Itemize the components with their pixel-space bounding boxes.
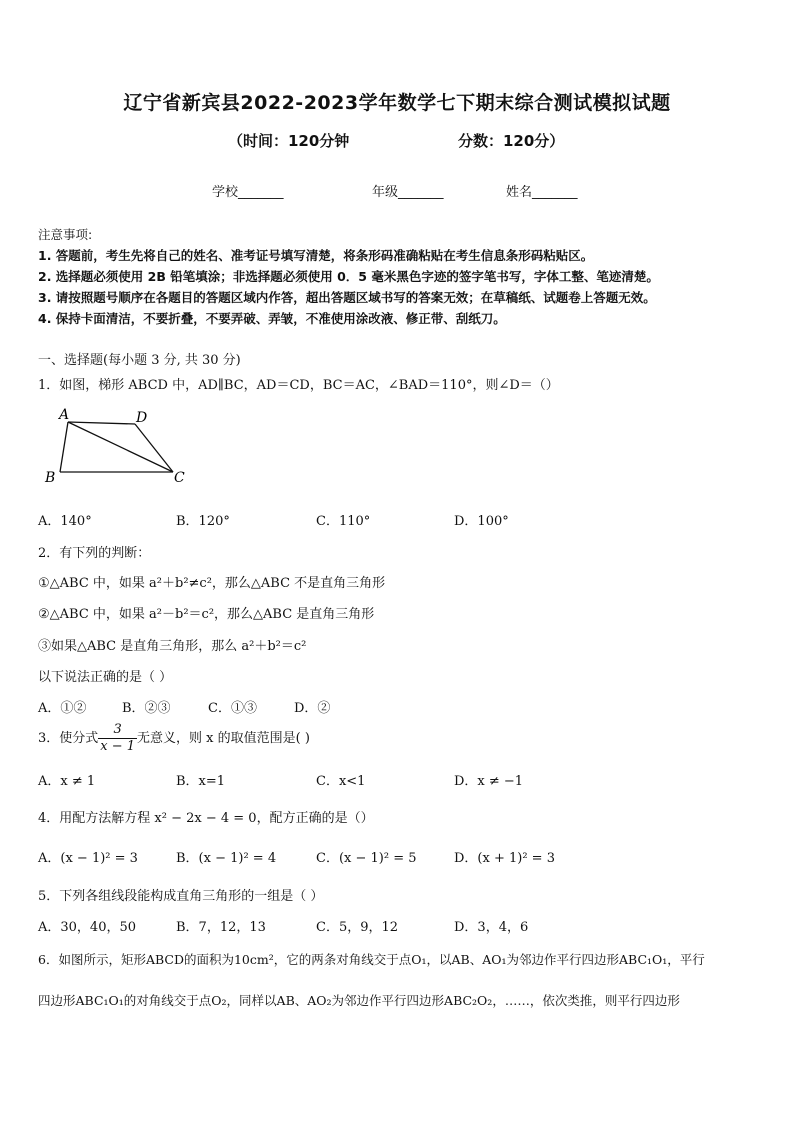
q3-stem-pre: 3．使分式 [38,731,99,746]
side-ad [68,422,135,424]
q2-option-a[interactable]: A．①② [38,701,87,716]
q2-statement-3: ③如果△ABC 是直角三角形，那么 a²＋b²＝c² [38,639,307,654]
vertex-label-c: C [174,470,185,486]
q3-option-b[interactable]: B．x=1 [176,774,226,789]
notice-item: 4. 保持卡面清洁，不要折叠，不要弄破、弄皱，不准使用涂改液、修正带、刮纸刀。 [38,311,506,326]
q4-option-b[interactable]: B．(x − 1)² = 4 [176,851,277,866]
grade-field[interactable]: 年级_______ [372,185,444,200]
notice-item: 3. 请按照题号顺序在各题目的答题区域内作答，超出答题区域书写的答案无效；在草稿纸、试题卷上答题无效。 [38,290,656,305]
q2-option-c[interactable]: C．①③ [208,701,257,716]
q5-option-d[interactable]: D．3，4，6 [454,920,529,935]
exam-title: 辽宁省新宾县2022-2023学年数学七下期末综合测试模拟试题 [123,92,671,114]
q3-stem [38,722,310,755]
q4-option-c[interactable]: C．(x − 1)² = 5 [316,851,417,866]
vertex-label-d: D [136,410,148,426]
q5-option-b[interactable]: B．7，12，13 [176,920,266,935]
q1-option-a[interactable]: A．140° [38,514,92,529]
school-field[interactable]: 学校_______ [212,185,284,200]
q2-statement-1: ①△ABC 中，如果 a²＋b²≠c²，那么△ABC 不是直角三角形 [38,576,386,591]
q2-ask: 以下说法正确的是（ ） [38,670,173,685]
q4-option-a[interactable]: A．(x − 1)² = 3 [38,851,138,866]
q3-fraction-numerator: 3 [98,722,137,739]
q2-option-d[interactable]: D．② [294,701,331,716]
q2-statement-2: ②△ABC 中，如果 a²－b²＝c²，那么△ABC 是直角三角形 [38,607,375,622]
q2-stem: 2．有下列的判断： [38,546,151,561]
q1-option-c[interactable]: C．110° [316,514,371,529]
q2-option-b[interactable]: B．②③ [122,701,171,716]
q3-stem-post: 无意义，则 x 的取值范围是( ) [137,731,310,746]
notice-item: 1. 答题前，考生先将自己的姓名、准考证号填写清楚，将条形码准确粘贴在考生信息条形码粘贴区。 [38,248,594,263]
q4-option-d[interactable]: D．(x + 1)² = 3 [454,851,555,866]
q3-fraction [98,722,137,755]
name-field[interactable]: 姓名_______ [506,185,578,200]
q1-option-d[interactable]: D．100° [454,514,509,529]
score-info: 分数：120分） [458,132,565,150]
q5-option-c[interactable]: C．5，9，12 [316,920,399,935]
q6-stem-line-2: 四边形ABC₁O₁的对角线交于点O₂，同样以AB、AO₂为邻边作平行四边形ABC₂O₂，……，依次类推，则平行四边形 [38,993,680,1008]
section-heading: 一、选择题(每小题 3 分, 共 30 分) [38,353,241,368]
trapezoid-figure [40,402,200,492]
q3-option-a[interactable]: A．x ≠ 1 [38,774,96,789]
side-ab [60,422,68,472]
q1-stem: 1．如图，梯形 ABCD 中，AD∥BC，AD＝CD，BC＝AC，∠BAD＝110°，则∠D＝（） [38,378,559,393]
notice-item: 2. 选择题必须使用 2B 铅笔填涂；非选择题必须使用 0．5 毫米黑色字迹的签字笔书写，字体工整、笔迹清楚。 [38,269,659,284]
q4-stem: 4．用配方法解方程 x² − 2x − 4 = 0，配方正确的是（） [38,811,374,826]
vertex-label-a: A [59,407,70,423]
q1-option-b[interactable]: B．120° [176,514,230,529]
q3-option-d[interactable]: D．x ≠ −1 [454,774,524,789]
vertex-label-b: B [45,470,56,486]
q3-option-c[interactable]: C．x<1 [316,774,366,789]
q5-option-a[interactable]: A．30，40，50 [38,920,137,935]
side-dc [135,424,173,472]
diagonal-ac [68,422,173,472]
q3-fraction-denominator: x − 1 [100,739,136,754]
notice-block [38,224,758,329]
q6-stem-line-1: 6．如图所示，矩形ABCD的面积为10cm²，它的两条对角线交于点O₁，以AB、AO₁为邻边作平行四边形ABC₁O₁，平行 [38,952,705,967]
notice-heading: 注意事项: [38,227,93,242]
q5-stem: 5．下列各组线段能构成直角三角形的一组是（ ） [38,889,324,904]
time-info: （时间：120分钟 [228,132,350,150]
